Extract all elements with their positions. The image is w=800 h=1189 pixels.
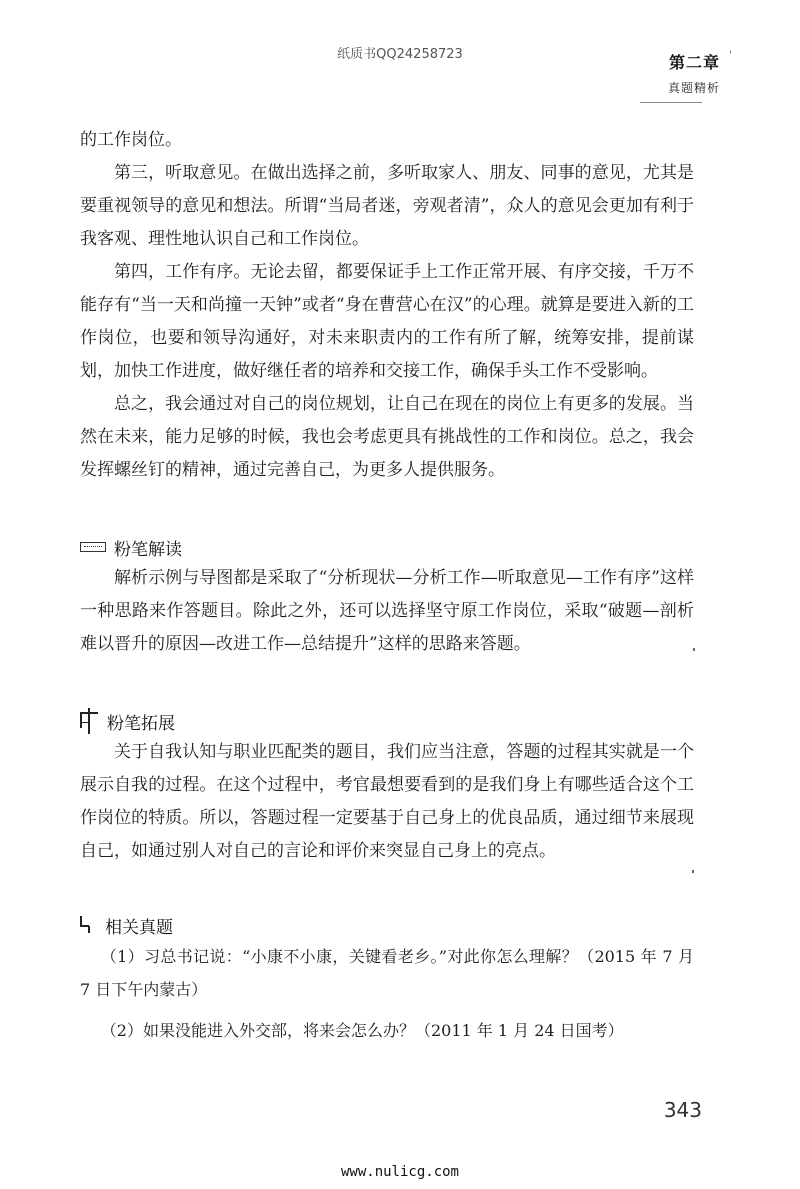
paragraph-conclusion: 总之，我会通过对自己的岗位规划，让自己在现在的岗位上有更多的发展。当然在未来，能力足够的时候，我也会考虑更具有挑战性的工作和岗位。总之，我会发挥螺丝钉的精神，通过完善自己，为更多人提供服务。 <box>80 394 694 480</box>
pencil-icon <box>80 542 106 552</box>
paragraph-continuation: 的工作岗位。 <box>80 130 182 150</box>
header-rule <box>640 102 702 103</box>
scan-speck <box>692 870 694 873</box>
paragraph-third-point: 第三，听取意见。在做出选择之前，多听取家人、朋友、同事的意见，尤其是要重视领导的意见和想法。所谓“当局者迷，旁观者清”，众人的意见会更加有利于我客观、理性地认识自己和工作岗位。 <box>80 163 694 249</box>
section-heading-extension <box>80 706 694 736</box>
paragraph-fourth-point: 第四，工作有序。无论去留，都要保证手上工作正常开展、有序交接，千万不能存有“当一天和尚撞一天钟”或者“身在曹营心在汉”的心理。就算是要进入新的工作岗位，也要和领导沟通好，对未来职责内的工作有所了解，统筹安排，提前谋划，加快工作进度，做好继任者的培养和交接工作，确保手头工作不受影响。 <box>80 262 694 381</box>
section-title-extension: 粉笔拓展 <box>107 713 175 734</box>
section-title-related: 相关真题 <box>105 917 173 938</box>
footer-url: www.nulicg.com <box>340 1164 459 1180</box>
interpretation-text: 解析示例与导图都是采取了“分析现状—分析工作—听取意见—工作有序”这样一种思路来作答题目。除此之外，还可以选择坚守原工作岗位，采取“破题—剖析难以晋升的原因—改进工作—总结提升”这样的思路来答题。 <box>80 568 694 654</box>
related-question-1: （1）习总书记说：“小康不小康，关键看老乡。”对此你怎么理解？（2015 年 7 月 7 日下午内蒙古） <box>80 947 694 999</box>
related-question-2: （2）如果没能进入外交部，将来会怎么办？（2011 年 1 月 24 日国考） <box>100 1021 624 1040</box>
section-heading-interpretation <box>80 532 694 562</box>
extension-text: 关于自我认知与职业匹配类的题目，我们应当注意，答题的过程其实就是一个展示自我的过程。在这个过程中，考官最想要看到的是我们身上有哪些适合这个工作岗位的特质。所以，答题过程一定要基于自己身上的优良品质，通过细节来展现自己，如通过别人对自己的言论和评价来突显自己身上的亮点。 <box>80 742 694 861</box>
tree-icon <box>80 708 98 734</box>
section-title-interpretation: 粉笔解读 <box>114 539 182 560</box>
scan-speck <box>693 648 695 651</box>
chapter-tick-mark: ' <box>729 50 732 61</box>
chapter-subtitle: 真题精析 <box>667 81 720 95</box>
main-content <box>80 124 694 1047</box>
page-number: 343 <box>663 1098 702 1122</box>
chapter-header <box>640 50 732 96</box>
chapter-title: 第二章 <box>668 53 720 72</box>
header-watermark: 纸质书QQ24258723 <box>337 47 463 62</box>
section-heading-related <box>80 910 694 940</box>
corner-icon <box>80 916 96 934</box>
